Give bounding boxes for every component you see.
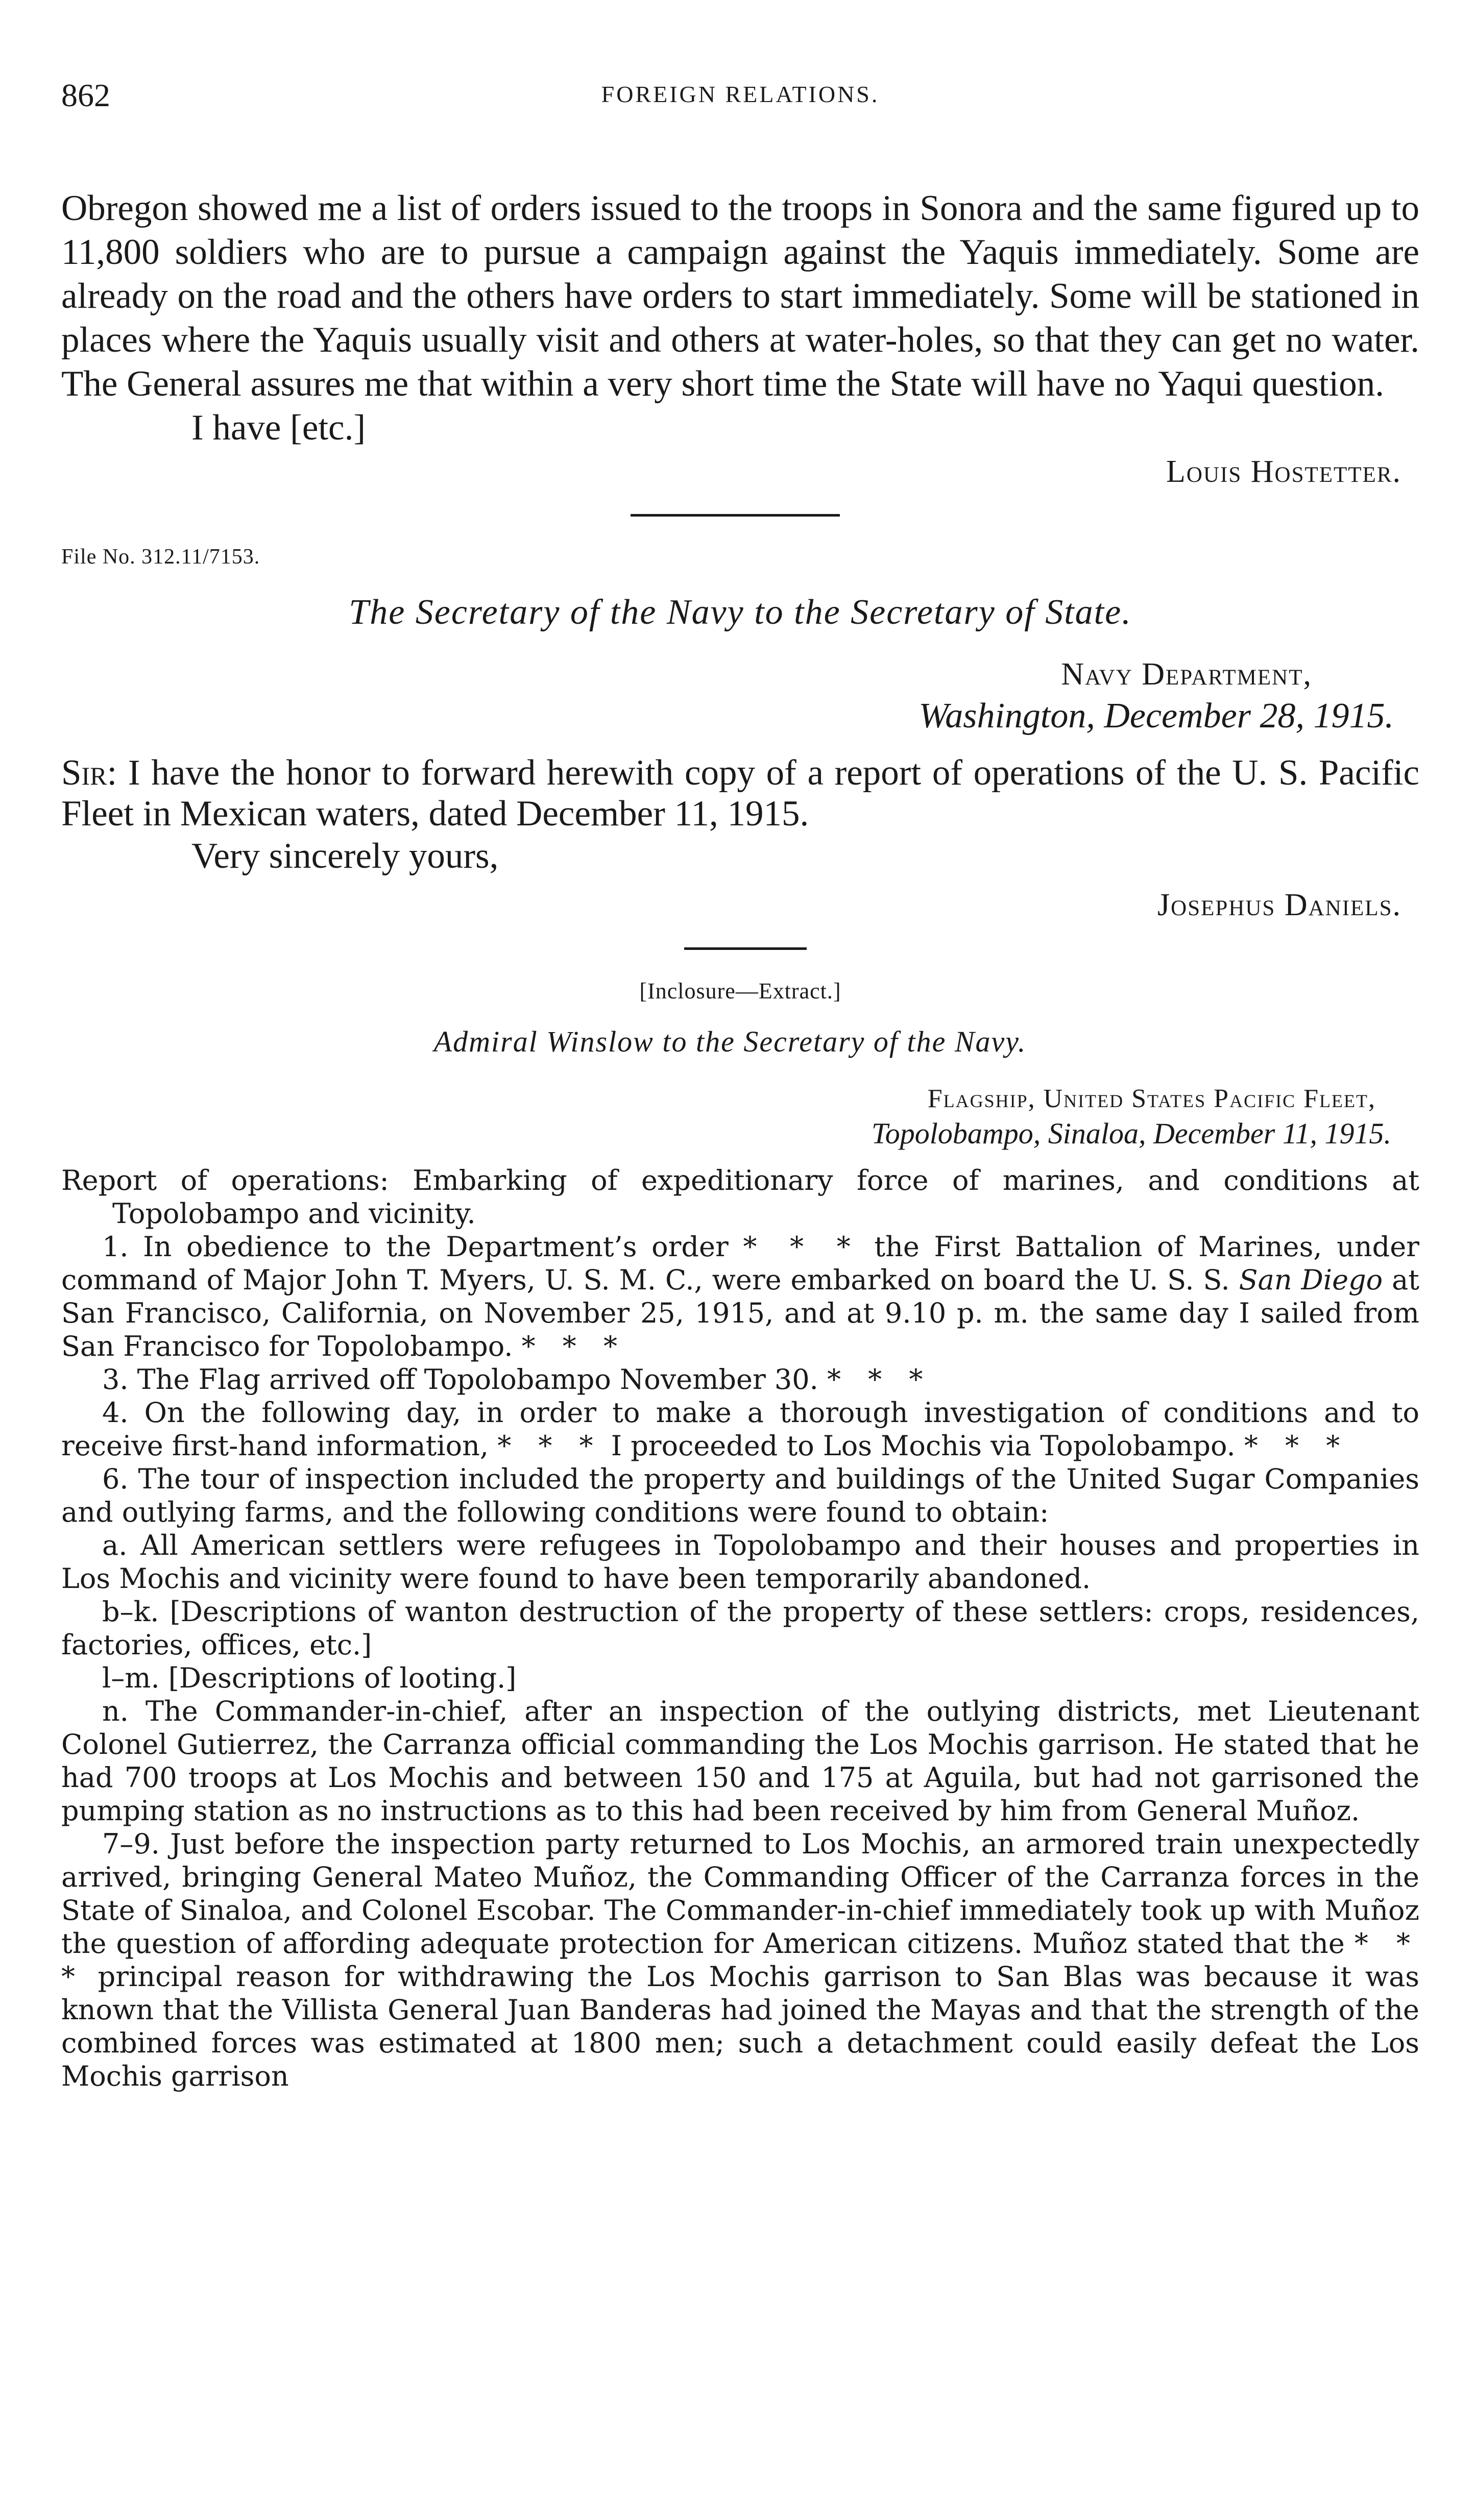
report-paragraph-6: 6. The tour of inspection included the property and buildings of the United Sugar Companies and outlying farms, and the following conditions were found to obtain: [61,1463,1419,1528]
paragraph-text: 7–9. Just before the inspection party returned to Los Mochis, an armored train unexpectedly arrived, bringing General Mateo Muñoz, the Commanding Officer of the Carranza forces in the State of Sinaloa, and Colonel Escobar. The Commander-in-chief immediately took up with Muñoz the question of affording adequate protection for American citizens. Muñoz stated that the [61,1828,1419,1960]
paragraph-text: at San Francisco, California, on November 25, 1915, and at 9.10 p. m. the same day I sailed from San Francisco for Topolobampo. [61,1264,1420,1362]
inclosure-date-line: Topolobampo, Sinaloa, December 11, 1915. [871,1117,1391,1150]
paragraph-text: 4. On the following day, in order to make a thorough investigation of conditions and to receive first-hand information, [61,1397,1419,1462]
ellipsis-stars: * * * [743,1231,860,1263]
ship-name: San Diego [1239,1264,1383,1296]
letter2-body: I have the honor to forward herewith copy of a report of operations of the U. S. Pacific Fleet in Mexican waters, dated December 11, 1915. [61,753,1419,834]
file-number: File No. 312.11/7153. [61,545,260,569]
report-paragraph-1 [61,1230,1419,1363]
letter1-signature: Louis Hostetter. [1166,454,1401,489]
inclosure-label: [Inclosure—Extract.] [639,978,841,1004]
page-number: 862 [61,77,110,113]
report-paragraph-3 [61,1363,1419,1396]
report-paragraph-l-m: l–m. [Descriptions of looting.] [102,1662,517,1694]
letter2-heading: The Secretary of the Navy to the Secretary of State. [349,593,1132,632]
running-head [61,77,1419,133]
ellipsis-stars: * * * [827,1363,932,1396]
paragraph-text: principal reason for withdrawing the Los Mochis garrison to San Blas was because it was known that the Villista General Juan Banderas had joined the Mayas and that the strength of the combined forces was estimated at 1800 men; such a detachment could easily defeat the Los Mochis garrison [61,1961,1419,2092]
ellipsis-stars: * * * [1244,1430,1349,1462]
letter2-salutation: Sir: [61,753,117,793]
report-paragraph-n: n. The Commander-in-chief, after an inspection of the outlying districts, met Lieutenant Colonel Gutierrez, the Carranza official commanding the Los Mochis garrison. He stated that he had 700 troops at Los Mochis and between 150 and 175 at Aguila, but had not garrisoned the pumping station as no instructions as to this had been received by him from General Muñoz. [61,1695,1419,1827]
report-paragraph-7-9 [61,1827,1419,2093]
letter2-place: Navy Department, [1061,657,1312,692]
letter2-date-line: Washington, December 28, 1915. [918,696,1394,736]
letter1-body: Obregon showed me a list of orders issued to the troops in Sonora and the same figured up to 11,800 soldiers who are to pursue a campaign against the Yaquis immediately. Some are already on the road and the others have orders to start immediately. Some will be stationed in places where the Yaquis usually visit and others at water-holes, so that they can get no water. The General assures me that within a very short time the State will have no Yaqui question. [61,188,1419,404]
inclosure-place: Flagship, United States Pacific Fleet, [927,1084,1376,1113]
ellipsis-stars: * * * [521,1330,626,1362]
paragraph-text: 1. In obedience to the Department’s order [102,1231,729,1263]
report-paragraph-a: a. All American settlers were refugees in Topolobampo and their houses and properties in Los Mochis and vicinity were found to have been temporarily abandoned. [61,1529,1419,1595]
letter2-closing: Very sincerely yours, [191,836,499,876]
document-page [61,77,1419,2093]
letter2-signature: Josephus Daniels. [1157,888,1401,922]
letter2-body-paragraph [61,752,1419,834]
paragraph-text: 3. The Flag arrived off Topolobampo November 30. [102,1363,818,1396]
divider-rule [684,947,807,950]
inclosure-heading: Admiral Winslow to the Secretary of the Navy. [433,1025,1027,1058]
running-title: FOREIGN RELATIONS. [601,81,880,107]
report-paragraph-4 [61,1396,1419,1462]
paragraph-text: the First Battalion of Marines, under command of Major John T. Myers, U. S. M. C., were embarked on board the U. S. S. [61,1231,1420,1296]
ellipsis-stars: * * * [61,1927,1419,1993]
paragraph-text: I proceeded to Los Mochis via Topolobampo. [602,1430,1236,1462]
ellipsis-stars: * * * [497,1430,602,1462]
report-paragraph-b-k: b–k. [Descriptions of wanton destruction of the property of these settlers: crops, residences, factories, offices, etc.] [61,1596,1419,1661]
divider-rule [631,514,840,517]
report-subject: Report of operations: Embarking of expeditionary force of marines, and conditions at Topolobampo and vicinity. [61,1164,1419,1230]
letter1-closing: I have [etc.] [191,408,366,448]
